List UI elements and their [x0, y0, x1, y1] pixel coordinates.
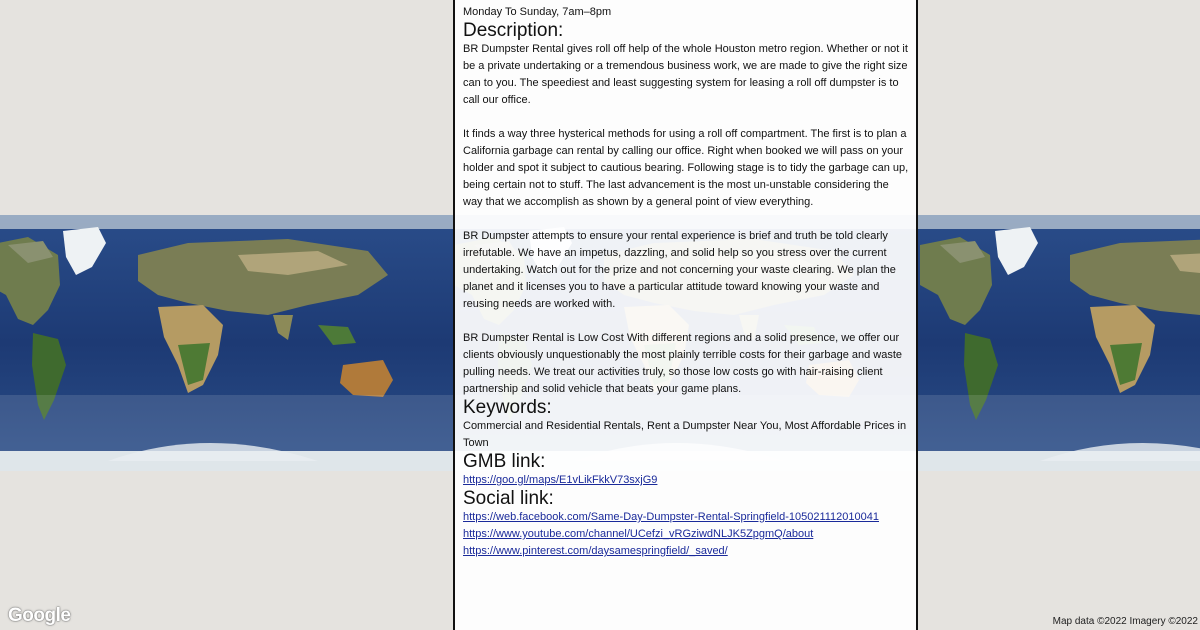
facebook-link[interactable]: https://web.facebook.com/Same-Day-Dumpster-Rental-Springfield-105021112010041	[463, 511, 879, 523]
google-logo[interactable]: Google	[8, 605, 71, 626]
description-heading: Description:	[463, 20, 564, 41]
gmb-heading: GMB link:	[463, 451, 546, 472]
keywords-text: Commercial and Residential Rentals, Rent a Dumpster Near You, Most Affordable Prices in Town	[463, 420, 907, 449]
pinterest-link[interactable]: https://www.pinterest.com/daysamespringfield/_saved/	[463, 545, 728, 557]
business-hours: Monday To Sunday, 7am–8pm	[463, 6, 612, 18]
social-heading: Social link:	[463, 488, 554, 509]
description-body	[463, 41, 910, 398]
description-paragraph: It finds a way three hysterical methods for using a roll off compartment. The first is to plan a California garbage can rental by calling our office. Right when booked we will pass on your holder and spot it subject to cautious bearing. Following stage is to tidy the garbage can up, being certain not to stuff. The last advancement is the most un-unstable considering the way that we accomplish as shown by a general point of view everything.	[463, 128, 909, 208]
description-paragraph: BR Dumpster attempts to ensure your rental experience is brief and truth be told clearly irrefutable. We have an impetus, dazzling, and solid help so you stress over the current undertaking. Watch out for the prize and not concerning your waste clearing. We plan the planet and it licenses you to have a particular attitude toward knowing your waste and reusing needs are worked with.	[463, 230, 896, 310]
keywords-heading: Keywords:	[463, 397, 552, 418]
description-paragraph: BR Dumpster Rental is Low Cost With different regions and a solid presence, we offer our clients obviously unquestionably the most plainly terrible costs for their garbage and waste pulling needs. We treat our activities truly, so those low costs go with hair-raising client partnership and solid vehicle that beats your game plans.	[463, 332, 903, 395]
info-window	[453, 0, 918, 630]
description-paragraph: BR Dumpster Rental gives roll off help of the whole Houston metro region. Whether or not it be a private undertaking or a tremendous business work, we are made to give the right size can to you. The speediest and least suggesting system for leasing a roll off dumpster is to call our office.	[463, 43, 908, 106]
youtube-link[interactable]: https://www.youtube.com/channel/UCefzi_vRGziwdNLJK5ZpgmQ/about	[463, 528, 814, 540]
gmb-link[interactable]: https://goo.gl/maps/E1vLikFkkV73sxjG9	[463, 474, 658, 486]
map-attribution[interactable]: Map data ©2022 Imagery ©2022	[1052, 616, 1198, 627]
